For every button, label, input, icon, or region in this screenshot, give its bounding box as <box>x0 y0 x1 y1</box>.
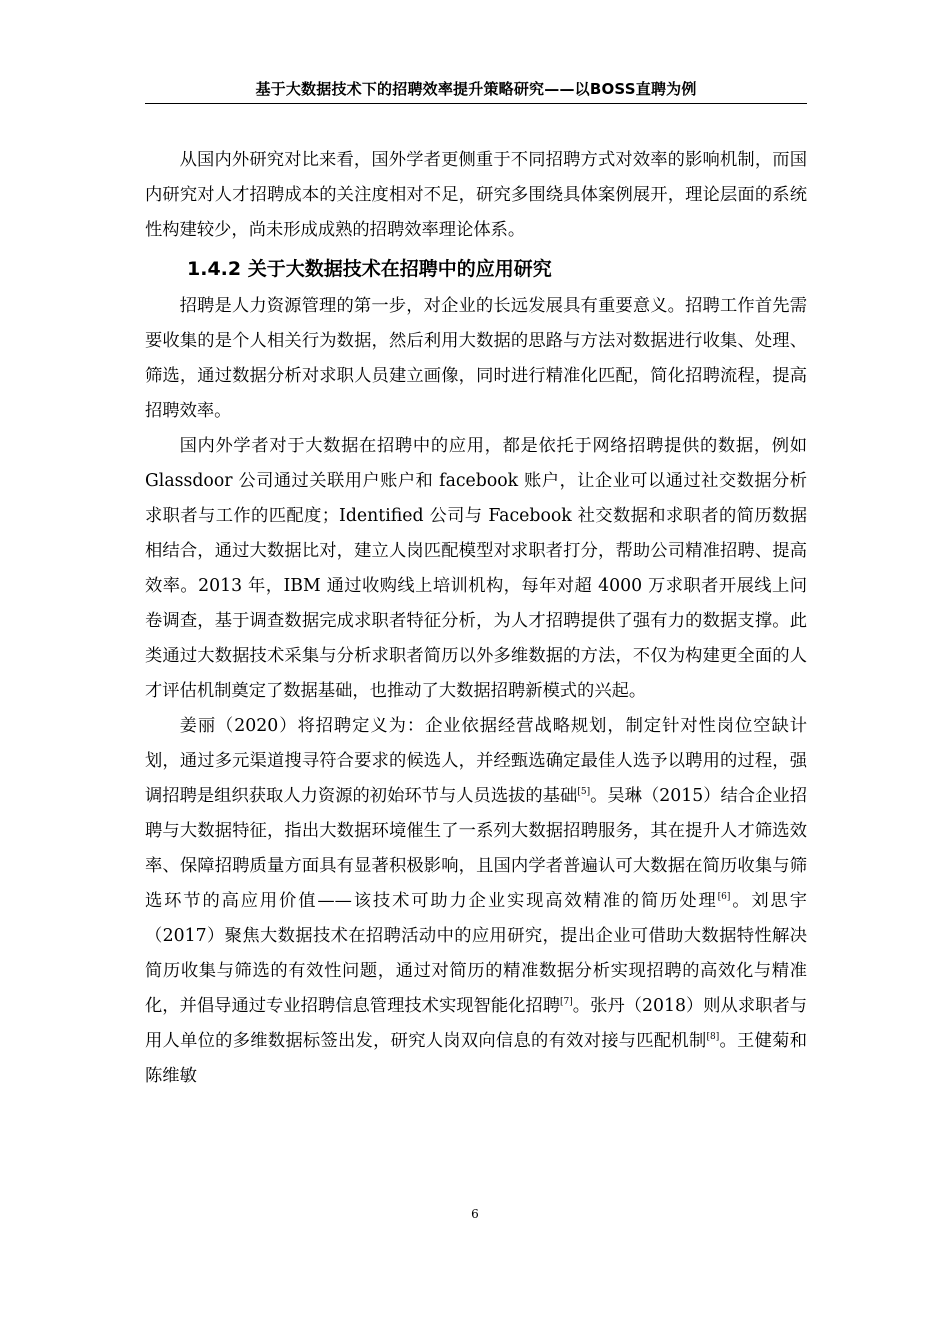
text-segment: 。刘思宇（2017）聚焦大数据技术在招聘活动中的应用研究，提出企业可借助大数据特性解决简历收集与筛选的有效性问题，通过对简历的精准数据分析实现招聘的高效化与精准化，并倡导通过专业招聘信息管理技术实现智能化招聘 <box>145 891 807 1016</box>
paragraph-literature-review <box>145 709 807 1094</box>
citation-ref: [5] <box>577 787 591 797</box>
page-number: 6 <box>471 1207 479 1221</box>
text-segment: 。张丹（2018）则从求职者与用人单位的多维数据标签出发，研究人岗双向信息的有效对接与匹配机制 <box>145 996 807 1051</box>
text-segment: 。吴琳（2015）结合企业招聘与大数据特征，指出大数据环境催生了一系列大数据招聘服务，其在提升人才筛选效率、保障招聘质量方面具有显著积极影响，且国内学者普遍认可大数据在简历收集与筛选环节的高应用价值——该技术可助力企业实现高效精准的简历处理 <box>145 786 807 911</box>
citation-ref: [6] <box>717 892 731 902</box>
section-heading: 1.4.2 关于大数据技术在招聘中的应用研究 <box>187 258 552 280</box>
paragraph-recruitment-intro: 招聘是人力资源管理的第一步，对企业的长远发展具有重要意义。招聘工作首先需要收集的是个人相关行为数据，然后利用大数据的思路与方法对数据进行收集、处理、筛选，通过数据分析对求职人员建立画像，同时进行精准化匹配，简化招聘流程，提高招聘效率。 <box>145 296 807 421</box>
running-header: 基于大数据技术下的招聘效率提升策略研究——以BOSS直聘为例 <box>255 80 697 98</box>
citation-ref: [8] <box>706 1032 720 1042</box>
document-body <box>145 143 807 1094</box>
paragraph-foreign-cases: 国内外学者对于大数据在招聘中的应用，都是依托于网络招聘提供的数据，例如 Glassdoor 公司通过关联用户账户和 facebook 账户，让企业可以通过社交数据分析求职者与工作的匹配度；Identified 公司与 Facebook 社交数据和求职者的简历数据相结合，通过大数据比对，建立人岗匹配模型对求职者打分，帮助公司精准招聘、提高效率。2013 年，IBM 通过收购线上培训机构，每年对超 4000 万求职者开展线上问卷调查，基于调查数据完成求职者特征分析，为人才招聘提供了强有力的数据支撑。此类通过大数据技术采集与分析求职者简历以外多维数据的方法，不仅为构建更全面的人才评估机制奠定了数据基础，也推动了大数据招聘新模式的兴起。 <box>145 436 807 701</box>
citation-ref: [7] <box>560 997 573 1007</box>
paragraph-comparison: 从国内外研究对比来看，国外学者更侧重于不同招聘方式对效率的影响机制，而国内研究对人才招聘成本的关注度相对不足，研究多围绕具体案例展开，理论层面的系统性构建较少，尚未形成成熟的招聘效率理论体系。 <box>145 150 807 240</box>
text-segment: 。王健菊和陈维敏 <box>145 1031 807 1086</box>
text-segment: 姜丽（2020）将招聘定义为：企业依据经营战略规划，制定针对性岗位空缺计划，通过多元渠道搜寻符合要求的候选人，并经甄选确定最佳人选予以聘用的过程，强调招聘是组织获取人力资源的初始环节与人员选拔的基础 <box>145 716 807 806</box>
header-divider <box>145 103 807 104</box>
